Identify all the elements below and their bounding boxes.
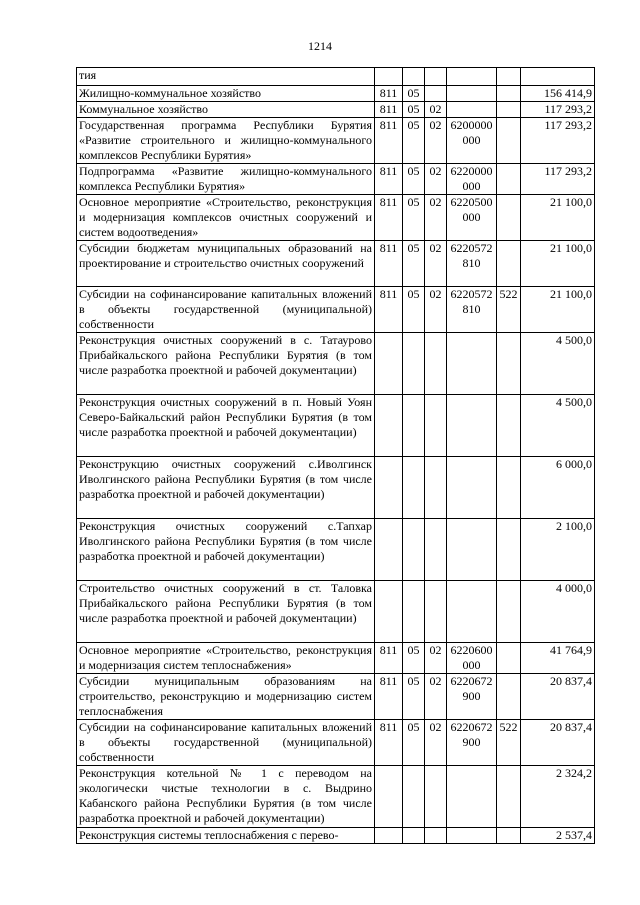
expense-name-cell: Основное мероприятие «Строительство, реконструкция и модернизация комплексов очистных сооружений и систем водоотведения»	[77, 195, 375, 241]
target-article-cell	[447, 86, 497, 102]
expense-name-cell: Реконструкция очистных сооружений в п. Новый Уоян Северо-Байкальский район Республики Бурятия (в том числе разработка проектной и рабочей документации)	[77, 395, 375, 457]
table-body	[77, 68, 595, 844]
table-row	[77, 164, 595, 195]
subsection-code-cell	[425, 766, 447, 828]
budget-table	[76, 67, 595, 844]
section-code-cell: 05	[403, 720, 425, 766]
table-row	[77, 86, 595, 102]
table-row	[77, 241, 595, 287]
subsection-code-cell: 02	[425, 164, 447, 195]
section-code-cell: 05	[403, 287, 425, 333]
target-article-cell	[447, 68, 497, 86]
expense-name-cell: Субсидии на софинансирование капитальных вложений в объекты государственной (муниципальной) собственности	[77, 287, 375, 333]
subsection-code-cell	[425, 828, 447, 844]
subsection-code-cell: 02	[425, 287, 447, 333]
target-article-cell: 6220600 000	[447, 643, 497, 674]
section-code-cell	[403, 333, 425, 395]
expense-name-cell: Жилищно-коммунальное хозяйство	[77, 86, 375, 102]
ministry-code-cell: 811	[375, 118, 403, 164]
expense-name-cell: Субсидии на софинансирование капитальных вложений в объекты государственной (муниципальной) собственности	[77, 720, 375, 766]
section-code-cell	[403, 828, 425, 844]
subsection-code-cell	[425, 581, 447, 643]
table-row	[77, 457, 595, 519]
expense-kind-cell	[497, 828, 521, 844]
amount-cell: 117 293,2	[521, 164, 595, 195]
expense-name-cell: тия	[77, 68, 375, 86]
ministry-code-cell: 811	[375, 86, 403, 102]
subsection-code-cell	[425, 86, 447, 102]
section-code-cell: 05	[403, 118, 425, 164]
target-article-cell: 6220672 900	[447, 720, 497, 766]
section-code-cell	[403, 519, 425, 581]
ministry-code-cell	[375, 581, 403, 643]
subsection-code-cell: 02	[425, 241, 447, 287]
ministry-code-cell	[375, 395, 403, 457]
target-article-cell	[447, 395, 497, 457]
expense-kind-cell	[497, 102, 521, 118]
table-row	[77, 118, 595, 164]
subsection-code-cell: 02	[425, 102, 447, 118]
target-article-cell: 6200000 000	[447, 118, 497, 164]
subsection-code-cell: 02	[425, 720, 447, 766]
expense-kind-cell	[497, 241, 521, 287]
expense-name-cell: Реконструкция котельной № 1 с переводом на экологически чистые технологии в с. Выдрино Кабанского района Республики Бурятия (в том числе разработка проектной и рабочей документации)	[77, 766, 375, 828]
target-article-cell	[447, 519, 497, 581]
expense-kind-cell	[497, 519, 521, 581]
target-article-cell	[447, 581, 497, 643]
ministry-code-cell: 811	[375, 164, 403, 195]
section-code-cell	[403, 457, 425, 519]
expense-name-cell: Коммунальное хозяйство	[77, 102, 375, 118]
expense-kind-cell	[497, 333, 521, 395]
ministry-code-cell	[375, 457, 403, 519]
ministry-code-cell: 811	[375, 643, 403, 674]
expense-kind-cell	[497, 68, 521, 86]
expense-name-cell: Строительство очистных сооружений в ст. Таловка Прибайкальского района Республики Бурятия (в том числе разработка проектной и рабочей документации)	[77, 581, 375, 643]
expense-kind-cell: 522	[497, 287, 521, 333]
table-row	[77, 674, 595, 720]
target-article-cell: 6220500 000	[447, 195, 497, 241]
amount-cell: 117 293,2	[521, 102, 595, 118]
amount-cell: 21 100,0	[521, 287, 595, 333]
section-code-cell: 05	[403, 102, 425, 118]
ministry-code-cell: 811	[375, 287, 403, 333]
expense-name-cell: Реконструкция очистных сооружений с.Тапхар Иволгинского района Республики Бурятия (в том числе разработка проектной и рабочей документации)	[77, 519, 375, 581]
section-code-cell: 05	[403, 195, 425, 241]
amount-cell: 41 764,9	[521, 643, 595, 674]
subsection-code-cell	[425, 519, 447, 581]
ministry-code-cell	[375, 519, 403, 581]
expense-kind-cell	[497, 581, 521, 643]
section-code-cell: 05	[403, 674, 425, 720]
expense-kind-cell	[497, 395, 521, 457]
target-article-cell: 6220672 900	[447, 674, 497, 720]
expense-kind-cell	[497, 195, 521, 241]
amount-cell: 20 837,4	[521, 674, 595, 720]
table-row	[77, 333, 595, 395]
target-article-cell: 6220572 810	[447, 287, 497, 333]
amount-cell	[521, 68, 595, 86]
expense-kind-cell	[497, 86, 521, 102]
subsection-code-cell: 02	[425, 195, 447, 241]
expense-kind-cell	[497, 643, 521, 674]
ministry-code-cell	[375, 333, 403, 395]
ministry-code-cell: 811	[375, 241, 403, 287]
subsection-code-cell	[425, 68, 447, 86]
table-row	[77, 581, 595, 643]
expense-kind-cell	[497, 457, 521, 519]
table-row	[77, 195, 595, 241]
target-article-cell	[447, 828, 497, 844]
ministry-code-cell: 811	[375, 674, 403, 720]
ministry-code-cell: 811	[375, 720, 403, 766]
subsection-code-cell	[425, 333, 447, 395]
subsection-code-cell	[425, 395, 447, 457]
table-row	[77, 68, 595, 86]
expense-name-cell: Реконструкция системы теплоснабжения с перево-	[77, 828, 375, 844]
table-row	[77, 828, 595, 844]
amount-cell: 4 500,0	[521, 395, 595, 457]
expense-name-cell: Субсидии бюджетам муниципальных образований на проектирование и строительство очистных сооружений	[77, 241, 375, 287]
section-code-cell	[403, 766, 425, 828]
expense-name-cell: Государственная программа Республики Бурятия «Развитие строительного и жилищно-коммунального комплексов Республики Бурятия»	[77, 118, 375, 164]
expense-kind-cell	[497, 674, 521, 720]
ministry-code-cell	[375, 68, 403, 86]
ministry-code-cell: 811	[375, 102, 403, 118]
table-row	[77, 287, 595, 333]
target-article-cell: 6220572 810	[447, 241, 497, 287]
section-code-cell: 05	[403, 164, 425, 195]
table-row	[77, 395, 595, 457]
subsection-code-cell: 02	[425, 118, 447, 164]
amount-cell: 117 293,2	[521, 118, 595, 164]
subsection-code-cell: 02	[425, 674, 447, 720]
section-code-cell: 05	[403, 241, 425, 287]
table-row	[77, 643, 595, 674]
table-row	[77, 766, 595, 828]
ministry-code-cell	[375, 766, 403, 828]
expense-name-cell: Подпрограмма «Развитие жилищно-коммунального комплекса Республики Бурятия»	[77, 164, 375, 195]
amount-cell: 4 500,0	[521, 333, 595, 395]
expense-kind-cell: 522	[497, 720, 521, 766]
expense-name-cell: Основное мероприятие «Строительство, реконструкция и модернизация систем теплоснабжения»	[77, 643, 375, 674]
target-article-cell: 6220000 000	[447, 164, 497, 195]
target-article-cell	[447, 333, 497, 395]
amount-cell: 2 324,2	[521, 766, 595, 828]
target-article-cell	[447, 766, 497, 828]
table-row	[77, 720, 595, 766]
ministry-code-cell: 811	[375, 195, 403, 241]
expense-name-cell: Реконструкцию очистных сооружений с.Иволгинск Иволгинского района Республики Бурятия (в том числе разработка проектной и рабочей документации)	[77, 457, 375, 519]
section-code-cell: 05	[403, 643, 425, 674]
subsection-code-cell	[425, 457, 447, 519]
subsection-code-cell: 02	[425, 643, 447, 674]
expense-name-cell: Субсидии муниципальным образованиям на строительство, реконструкцию и модернизацию систем теплоснабжения	[77, 674, 375, 720]
expense-kind-cell	[497, 164, 521, 195]
amount-cell: 6 000,0	[521, 457, 595, 519]
table-row	[77, 519, 595, 581]
amount-cell: 156 414,9	[521, 86, 595, 102]
amount-cell: 21 100,0	[521, 241, 595, 287]
target-article-cell	[447, 102, 497, 118]
amount-cell: 20 837,4	[521, 720, 595, 766]
section-code-cell: 05	[403, 86, 425, 102]
expense-kind-cell	[497, 766, 521, 828]
expense-name-cell: Реконструкция очистных сооружений в с. Татаурово Прибайкальского района Республики Бурятия (в том числе разработка проектной и рабочей документации)	[77, 333, 375, 395]
amount-cell: 2 100,0	[521, 519, 595, 581]
amount-cell: 21 100,0	[521, 195, 595, 241]
target-article-cell	[447, 457, 497, 519]
section-code-cell	[403, 68, 425, 86]
section-code-cell	[403, 395, 425, 457]
section-code-cell	[403, 581, 425, 643]
amount-cell: 4 000,0	[521, 581, 595, 643]
page-number: 1214	[308, 39, 332, 53]
table-row	[77, 102, 595, 118]
ministry-code-cell	[375, 828, 403, 844]
expense-kind-cell	[497, 118, 521, 164]
amount-cell: 2 537,4	[521, 828, 595, 844]
